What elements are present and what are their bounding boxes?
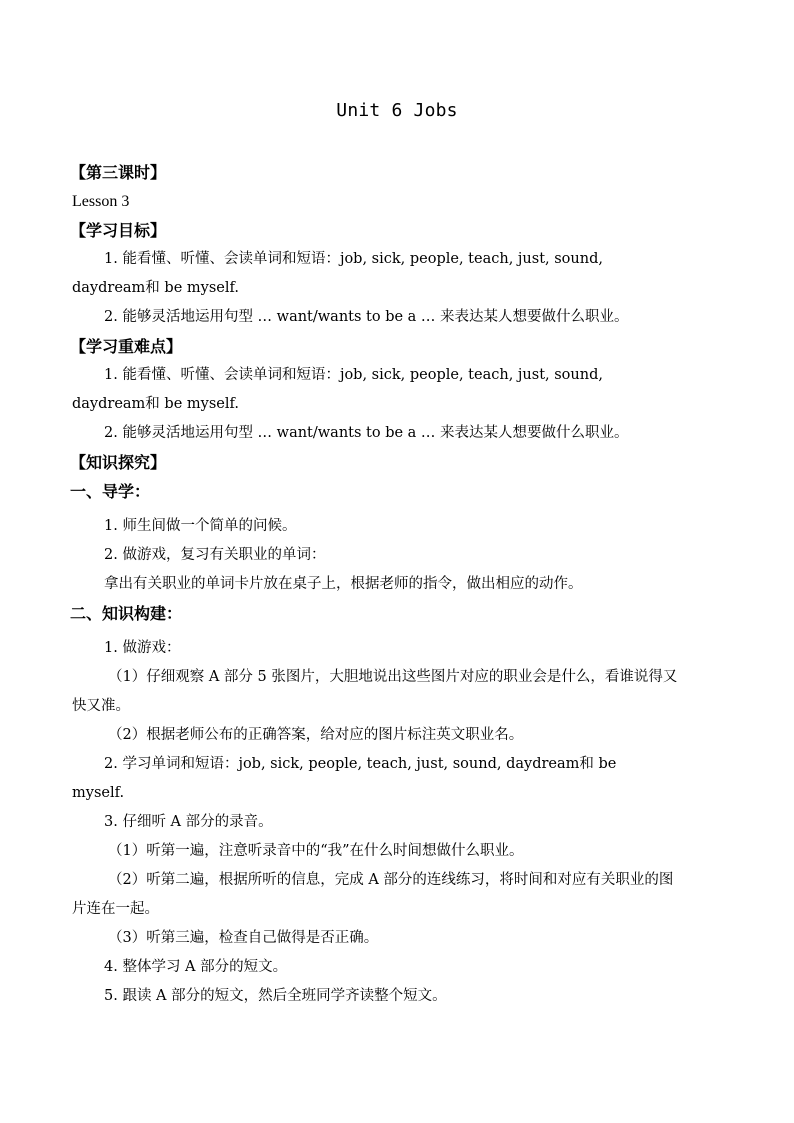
part2-item-2-line-1: 2. 学习单词和短语：job, sick, people, teach, just, sound, daydream和 be — [104, 756, 617, 772]
part1-item-1: 1. 师生间做一个简单的问候。 — [104, 518, 297, 534]
part2-item-1-sub-2: （2）根据老师公布的正确答案，给对应的图片标注英文职业名。 — [108, 727, 524, 743]
key-points-heading: 【学习重难点】 — [70, 337, 183, 356]
key-point-item-1-line-1: 1. 能看懂、听懂、会读单词和短语：job, sick, people, teach, just, sound, — [104, 367, 603, 383]
part2-item-3-sub-3: （3）听第三遍，检查自己做得是否正确。 — [108, 930, 379, 946]
part1-item-2-detail: 拿出有关职业的单词卡片放在桌子上，根据老师的指令，做出相应的动作。 — [104, 576, 583, 592]
objective-item-2: 2. 能够灵活地运用句型 … want/wants to be a … 来表达某人想要做什么职业。 — [104, 309, 629, 325]
part2-item-2-line-2: myself. — [72, 785, 125, 801]
period-heading: 【第三课时】 — [70, 163, 167, 182]
part1-item-2: 2. 做游戏，复习有关职业的单词： — [104, 547, 326, 563]
key-point-item-2: 2. 能够灵活地运用句型 … want/wants to be a … 来表达某人想要做什么职业。 — [104, 425, 629, 441]
document-title: Unit 6 Jobs — [336, 100, 458, 121]
lesson-label: Lesson 3 — [72, 193, 130, 210]
part2-item-1-sub-1-line-1: （1）仔细观察 A 部分 5 张图片，大胆地说出这些图片对应的职业会是什么，看谁说得又 — [108, 669, 678, 685]
part2-item-3-sub-2-line-1: （2）听第二遍，根据所听的信息，完成 A 部分的连线练习，将时间和对应有关职业的图 — [108, 872, 674, 888]
key-point-item-1-line-2: daydream和 be myself. — [72, 396, 239, 412]
part2-item-3-sub-2-line-2: 片连在一起。 — [72, 901, 159, 917]
objective-item-1-line-2: daydream和 be myself. — [72, 280, 239, 296]
part1-heading: 一、导学： — [70, 482, 151, 501]
part2-item-3: 3. 仔细听 A 部分的录音。 — [104, 814, 273, 830]
objective-item-1-line-1: 1. 能看懂、听懂、会读单词和短语：job, sick, people, teach, just, sound, — [104, 251, 603, 267]
part2-item-4: 4. 整体学习 A 部分的短文。 — [104, 959, 288, 975]
part2-item-1-sub-1-line-2: 快又准。 — [72, 698, 130, 714]
objectives-heading: 【学习目标】 — [70, 221, 167, 240]
part2-heading: 二、知识构建： — [70, 604, 183, 623]
exploration-heading: 【知识探究】 — [70, 453, 167, 472]
part2-item-5: 5. 跟读 A 部分的短文，然后全班同学齐读整个短文。 — [104, 988, 447, 1004]
part2-item-1: 1. 做游戏： — [104, 640, 181, 656]
document-body — [72, 158, 722, 1011]
part2-item-3-sub-1: （1）听第一遍，注意听录音中的“我”在什么时间想做什么职业。 — [108, 843, 524, 859]
